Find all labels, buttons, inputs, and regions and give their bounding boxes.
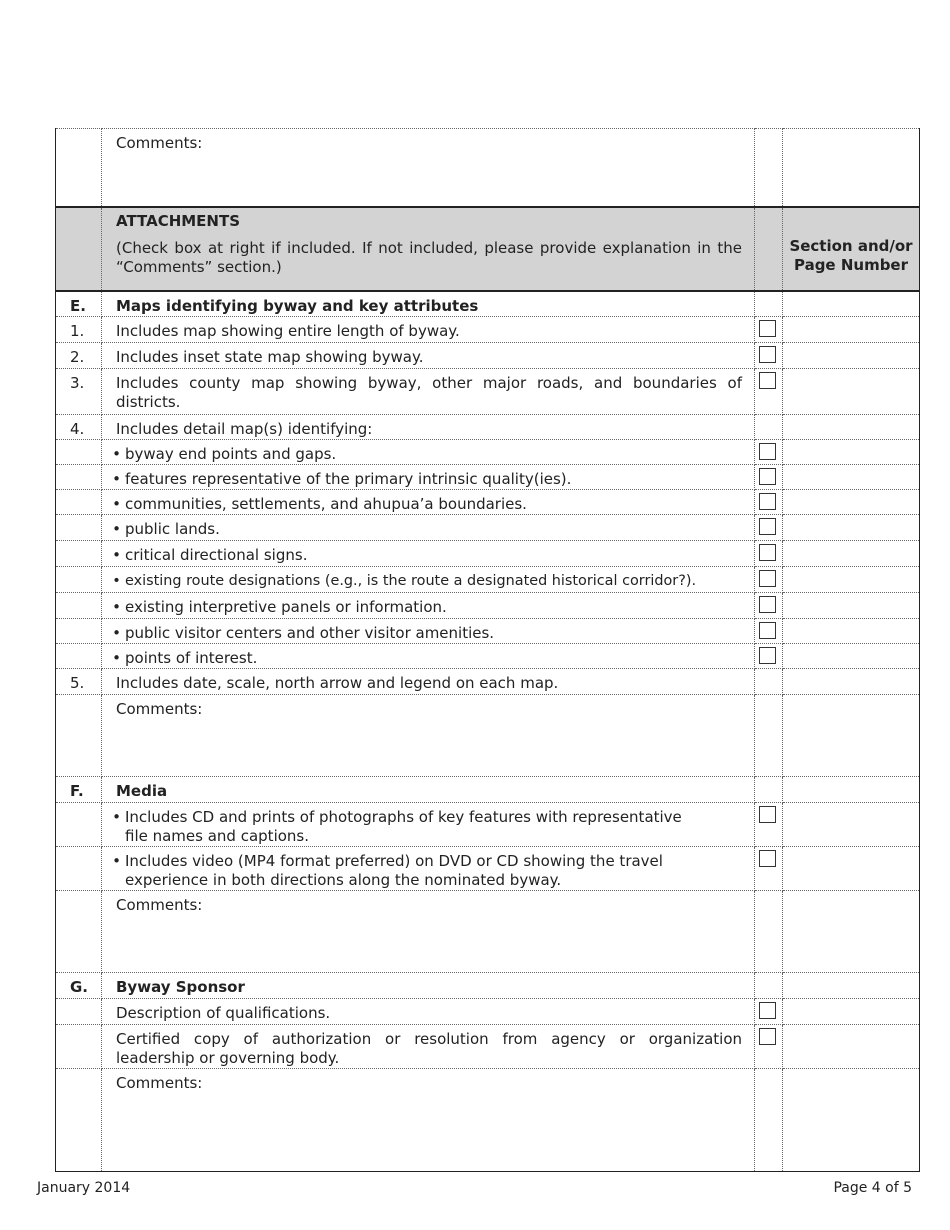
bullet-text: Includes video (MP4 format preferred) on DVD or CD showing the travel experience in both directions along the nominated byway.: [125, 852, 663, 889]
comments-label: Comments:: [102, 695, 755, 777]
page-number-field[interactable]: [783, 593, 920, 619]
item-number: 1.: [56, 317, 102, 343]
page-number-field[interactable]: [783, 369, 920, 415]
include-checkbox[interactable]: [759, 1028, 776, 1045]
item-text: Includes map showing entire length of byway.: [102, 317, 755, 343]
item-text: Includes inset state map showing byway.: [102, 343, 755, 369]
page-number-field[interactable]: [783, 490, 920, 515]
item-text: Includes county map showing byway, other major roads, and boundaries of districts.: [102, 369, 755, 415]
section-g-title: Byway Sponsor: [102, 973, 755, 999]
include-checkbox[interactable]: [759, 372, 776, 389]
bullet-text: public visitor centers and other visitor amenities.: [125, 624, 495, 642]
item-text: Description of qualifications.: [102, 999, 755, 1025]
bullet-text: communities, settlements, and ahupua’a boundaries.: [125, 495, 527, 513]
section-g-header-row: [56, 973, 920, 999]
attachments-instructions: (Check box at right if included. If not included, please provide explanation in the “Comments” section.): [116, 238, 742, 276]
comments-label: Comments:: [102, 129, 755, 207]
bullet-text: points of interest.: [125, 649, 258, 667]
list-item: • public lands.: [56, 515, 920, 541]
list-item: • points of interest.: [56, 644, 920, 669]
include-checkbox[interactable]: [759, 806, 776, 823]
page-number-field[interactable]: [783, 317, 920, 343]
table-row: [56, 669, 920, 695]
table-row: [56, 343, 920, 369]
bullet-text: public lands.: [125, 520, 220, 538]
page-number-field[interactable]: [783, 999, 920, 1025]
comments-row: [56, 1069, 920, 1172]
list-item: • Includes CD and prints of photographs of key features with representative file names and captions.: [56, 803, 920, 847]
include-checkbox[interactable]: [759, 493, 776, 510]
comments-row: [56, 129, 920, 207]
page-number-field[interactable]: [783, 440, 920, 465]
page-number-field[interactable]: [783, 567, 920, 593]
list-item: • Includes video (MP4 format preferred) on DVD or CD showing the travel experience in both directions along the nominated byway.: [56, 847, 920, 891]
table-row: [56, 999, 920, 1025]
include-checkbox[interactable]: [759, 320, 776, 337]
table-row: [56, 1025, 920, 1069]
page-number-field[interactable]: [783, 644, 920, 669]
list-item: • communities, settlements, and ahupua’a boundaries.: [56, 490, 920, 515]
bullet-text: existing interpretive panels or information.: [125, 598, 447, 616]
bullet-text: features representative of the primary intrinsic quality(ies).: [125, 470, 572, 488]
include-checkbox[interactable]: [759, 346, 776, 363]
comments-label: Comments:: [102, 891, 755, 973]
footer-date: January 2014: [37, 1180, 131, 1196]
page-number-field[interactable]: [783, 619, 920, 644]
list-item: • existing interpretive panels or information.: [56, 593, 920, 619]
section-page-number-header: Section and/or Page Number: [783, 207, 920, 291]
page-number-field[interactable]: [783, 669, 920, 695]
page-number-field[interactable]: [783, 541, 920, 567]
page-number-field[interactable]: [783, 515, 920, 541]
footer-page-number: Page 4 of 5: [833, 1180, 912, 1196]
section-e-letter: E.: [56, 291, 102, 317]
include-checkbox[interactable]: [759, 1002, 776, 1019]
include-checkbox[interactable]: [759, 518, 776, 535]
page-number-field[interactable]: [783, 803, 920, 847]
section-f-header-row: [56, 777, 920, 803]
page-number-field[interactable]: [783, 343, 920, 369]
list-item: • features representative of the primary intrinsic quality(ies).: [56, 465, 920, 490]
item-text: Includes detail map(s) identifying:: [102, 415, 755, 440]
section-e-title: Maps identifying byway and key attributes: [102, 291, 755, 317]
list-item: • existing route designations (e.g., is the route a designated historical corridor?).: [56, 567, 920, 593]
page-number-field[interactable]: [783, 1025, 920, 1069]
item-number: 3.: [56, 369, 102, 415]
comments-row: [56, 695, 920, 777]
bullet-text: byway end points and gaps.: [125, 445, 337, 463]
section-f-title: Media: [102, 777, 755, 803]
bullet-text: critical directional signs.: [125, 546, 308, 564]
bullet-text: existing route designations (e.g., is the route a designated historical corridor?).: [125, 573, 697, 589]
item-number: 2.: [56, 343, 102, 369]
bullet-text: Includes CD and prints of photographs of key features with representative file names and captions.: [125, 808, 682, 845]
page-number-field[interactable]: [783, 847, 920, 891]
include-checkbox[interactable]: [759, 850, 776, 867]
page-number-field[interactable]: [783, 465, 920, 490]
list-item: • critical directional signs.: [56, 541, 920, 567]
include-checkbox[interactable]: [759, 596, 776, 613]
item-text: Includes date, scale, north arrow and legend on each map.: [102, 669, 755, 695]
table-row: [56, 369, 920, 415]
include-checkbox[interactable]: [759, 544, 776, 561]
item-number: 5.: [56, 669, 102, 695]
include-checkbox[interactable]: [759, 622, 776, 639]
include-checkbox[interactable]: [759, 468, 776, 485]
comments-label: Comments:: [102, 1069, 755, 1172]
list-item: • byway end points and gaps.: [56, 440, 920, 465]
comments-row: [56, 891, 920, 973]
section-g-letter: G.: [56, 973, 102, 999]
item-number: 4.: [56, 415, 102, 440]
attachments-checklist-table: [55, 128, 920, 1172]
table-row: [56, 317, 920, 343]
table-row: [56, 415, 920, 440]
section-e-header-row: [56, 291, 920, 317]
attachments-header-row: [56, 207, 920, 291]
list-item: • public visitor centers and other visitor amenities.: [56, 619, 920, 644]
include-checkbox[interactable]: [759, 647, 776, 664]
include-checkbox[interactable]: [759, 443, 776, 460]
attachments-title: ATTACHMENTS: [116, 211, 241, 230]
section-f-letter: F.: [56, 777, 102, 803]
include-checkbox[interactable]: [759, 570, 776, 587]
item-text: Certified copy of authorization or resolution from agency or organization leadership or governing body.: [102, 1025, 755, 1069]
